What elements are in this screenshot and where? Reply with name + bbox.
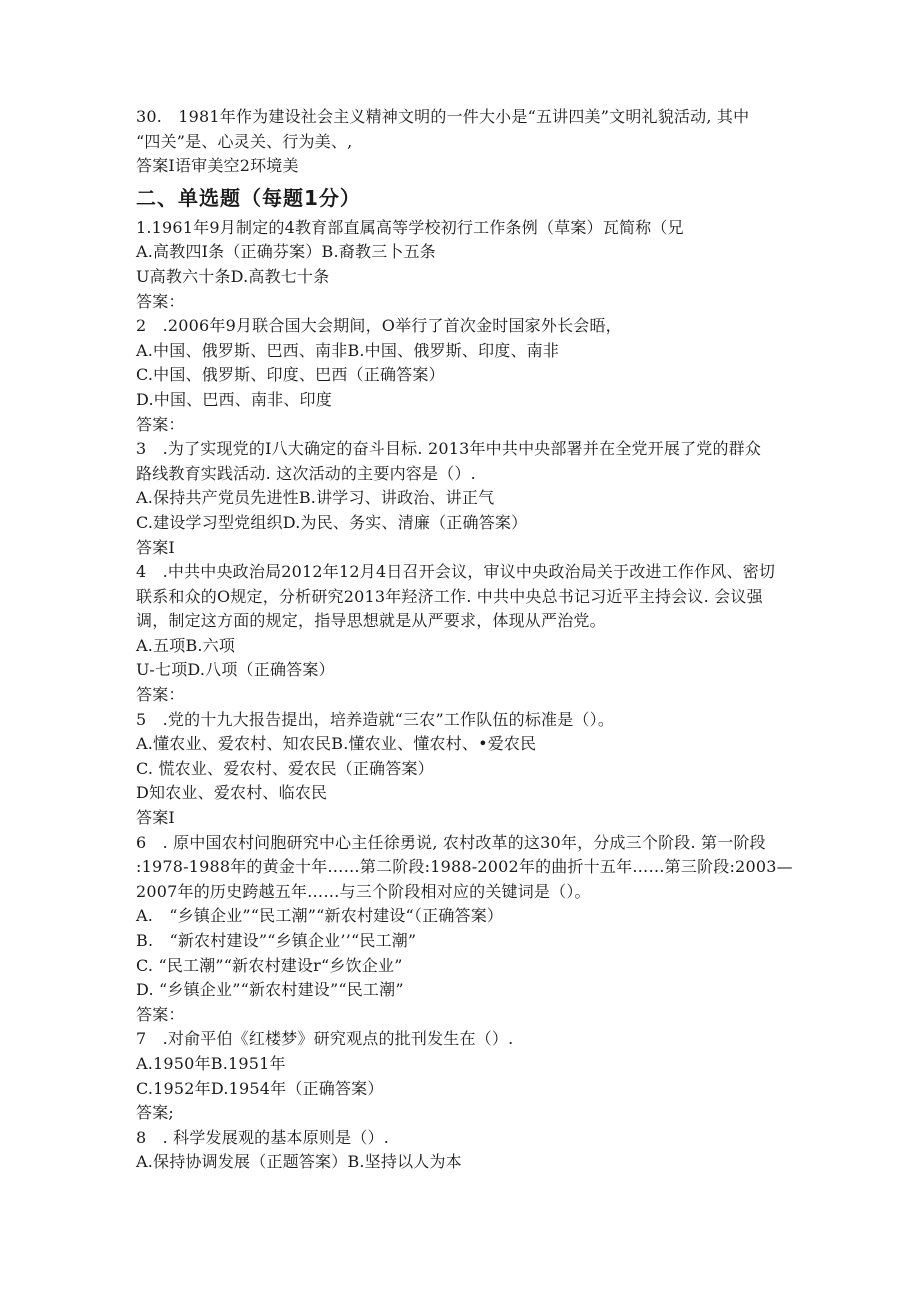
text-line: 30. 1981年作为建设社会主义精神文明的一件大小是“五讲四美”文明礼貌活动, 其中	[136, 107, 750, 126]
answer-line: 答案I语审美空2环境美	[136, 156, 299, 176]
question-2-line: 2 .2006年9月联合国大会期间，O举行了首次金时国家外长会晤，	[136, 316, 622, 336]
answer-line: 答案：	[136, 1004, 185, 1024]
option-line: C.1952年D.1954年（正确答案）	[136, 1078, 384, 1098]
option-line: D知农业、爱农村、临农民	[136, 783, 328, 803]
answer-line: 答案：	[136, 291, 185, 311]
option-line: C.中国、俄罗斯、印度、巴西（正确答案）	[136, 365, 445, 385]
question-4-line: 调，制定这方面的规定，指导思想就是从严要求，体现从严治党。	[136, 611, 606, 631]
answer-line: 答案I	[136, 537, 175, 557]
option-line: C. “民工潮”“新农村建设r“乡饮企业”	[136, 955, 403, 975]
option-line: D.中国、巴西、南非、印度	[136, 389, 332, 409]
question-6-line: :1978-1988年的黄金十年……第二阶段:1988-2002年的曲折十五年……第三阶段:2003—	[136, 857, 793, 877]
question-4-line: 联系和众的O规定，分析研究2013年羟济工作. 中共中央总书记习近平主持会议. 会议强	[136, 586, 763, 606]
option-line: A. “乡镇企业”“民工潮”“新农村建设“（正确答案）	[136, 906, 504, 926]
option-line: U高教六十条D.高教七十条	[136, 266, 330, 286]
option-line: U-七项D.八项（正确答案）	[136, 660, 335, 680]
document-page	[136, 105, 796, 1175]
option-line: A.保持协调发展（正题答案）B.坚持以人为本	[136, 1152, 462, 1172]
question-5-line: 5 .党的十九大报告提出，培养造就“三农”工作队伍的标准是（）。	[136, 709, 615, 729]
question-7-line: 7 .对俞平伯《红楼梦》研究观点的批刊发生在（）.	[136, 1029, 514, 1049]
option-line: A.1950年B.1951年	[136, 1053, 286, 1073]
answer-line: 答案：	[136, 685, 185, 705]
question-6-line: 6 . 原中国农村问胞研究中心主任徐勇说, 农村改革的这30年，分成三个阶段. 第一阶段	[136, 832, 766, 852]
option-line: B. “新农村建设”“乡镇企业’’“民工潮”	[136, 931, 417, 950]
question-30-block	[136, 105, 796, 179]
option-line: A.中国、俄罗斯、巴西、南非B.中国、俄罗斯、印度、南非	[136, 340, 560, 360]
question-1-line: 1.1961年9月制定的4教育部直属高等学校初行工作条例（草案）瓦简称（兄	[136, 217, 684, 237]
answer-line: 答案;	[136, 1103, 174, 1123]
answer-line: 答案：	[136, 414, 185, 434]
question-8-line: 8 . 科学发展观的基本原则是（）.	[136, 1127, 390, 1147]
question-4-line: 4 .中共中央政治局2012年12月4日召开会议，审议中央政治局关于改进工作作风、密切	[136, 562, 776, 582]
option-line: A.高教四I条（正确芬案）B.裔教三卜五条	[136, 242, 437, 262]
answer-line: 答案I	[136, 808, 175, 828]
single-choice-questions	[136, 216, 796, 1175]
question-6-line: 2007年的历史跨越五年……与三个阶段相对应的关键词是（）。	[136, 881, 591, 901]
option-line: D. “乡镇企业”“新农村建设”“民工潮”	[136, 980, 404, 1000]
question-3-line: 3 .为了实现党的I八大确定的奋斗目标. 2013年中共中央部署并在全党开展了党的群众	[136, 439, 762, 459]
option-line: C. 慌农业、爱农村、爱农民（正确答案）	[136, 758, 434, 778]
section-title: 二、单选题（每题1分）	[136, 185, 361, 210]
option-line: A.五项B.六项	[136, 635, 236, 655]
question-3-line: 路线教育实践活动. 这次活动的主要内容是（）.	[136, 463, 476, 483]
option-line: C.建设学习型党组织D.为民、务实、清廉（正确答案）	[136, 512, 528, 532]
text-line: “四关”是、心灵关、行为美、,	[136, 131, 353, 151]
option-line: A.保持共产党员先进性B.讲学习、讲政治、讲正气	[136, 488, 495, 508]
option-line: A.懂农业、爱农村、知农民B.懂农业、懂农村、•爱农民	[136, 734, 537, 754]
